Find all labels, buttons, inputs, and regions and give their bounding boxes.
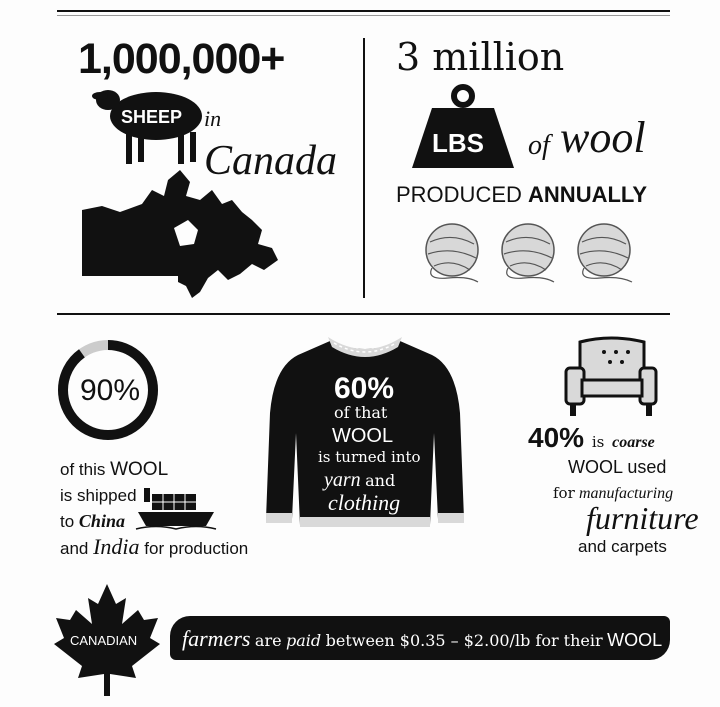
export-line1-word: WOOL xyxy=(110,459,169,480)
cargo-ship-icon xyxy=(136,484,216,530)
coarse-for: for xyxy=(553,484,575,502)
coarse-line4: furniture xyxy=(586,500,699,536)
farmers-between: between $0.35 – $2.00/lb for their xyxy=(325,631,603,650)
export-line1-pre: of this xyxy=(60,460,106,479)
coarse-word: coarse xyxy=(612,434,655,451)
farmers-badge: CANADIAN xyxy=(70,633,138,648)
yarn-line1: of that xyxy=(334,403,388,422)
wool-produced-word: PRODUCED xyxy=(396,182,522,207)
coarse-is: is xyxy=(591,433,605,451)
farmers-paid: paid xyxy=(286,631,322,650)
sheep-in: in xyxy=(204,106,222,131)
top-rule xyxy=(57,10,670,12)
farmers-wool: WOOL xyxy=(607,630,663,650)
yarn-line5: clothing xyxy=(328,490,401,515)
export-india: India xyxy=(93,534,140,559)
export-line1 xyxy=(60,460,168,479)
coarse-line5: and carpets xyxy=(578,537,667,556)
coarse-percent: 40% xyxy=(528,422,585,453)
vertical-divider xyxy=(363,38,365,298)
coarse-manufacturing: manufacturing xyxy=(578,485,674,502)
yarn-word: yarn xyxy=(324,469,361,491)
yarn-line2: WOOL xyxy=(332,425,394,447)
coarse-line2: WOOL used xyxy=(568,457,667,477)
yarn-line3: is turned into xyxy=(318,448,421,466)
coarse-line1 xyxy=(528,424,655,452)
armchair-icon xyxy=(564,338,658,418)
wool-amount: 3 million xyxy=(396,35,565,79)
export-percent: 90% xyxy=(80,374,141,407)
wool-word: wool xyxy=(560,113,646,162)
wool-unit: LBS xyxy=(432,128,484,158)
yarn-and: and xyxy=(365,471,396,490)
export-line2: is shipped xyxy=(60,486,137,505)
export-line4-pre: and xyxy=(60,539,89,558)
farmers-word: farmers xyxy=(182,626,251,651)
wool-of: of xyxy=(528,130,550,161)
export-line4 xyxy=(60,536,248,558)
wool-annually-word: ANNUALLY xyxy=(528,182,648,207)
farmers-are: are xyxy=(254,631,282,650)
yarn-ball-icon xyxy=(418,222,638,284)
farmers-text xyxy=(182,628,662,650)
sheep-count: 1,000,000+ xyxy=(78,35,285,83)
middle-rule xyxy=(57,313,670,315)
export-china: China xyxy=(78,511,125,531)
yarn-percent: 60% xyxy=(334,372,395,405)
yarn-line4 xyxy=(324,470,395,490)
wool-produced xyxy=(396,184,647,206)
export-line3-pre: to xyxy=(60,512,75,531)
sheep-label: SHEEP xyxy=(121,107,183,127)
top-rule-thin xyxy=(57,15,670,16)
canada-map-icon xyxy=(82,160,282,300)
sheep-country: Canada xyxy=(204,138,338,184)
export-line3 xyxy=(60,512,125,530)
export-line4-post: for production xyxy=(144,539,249,558)
